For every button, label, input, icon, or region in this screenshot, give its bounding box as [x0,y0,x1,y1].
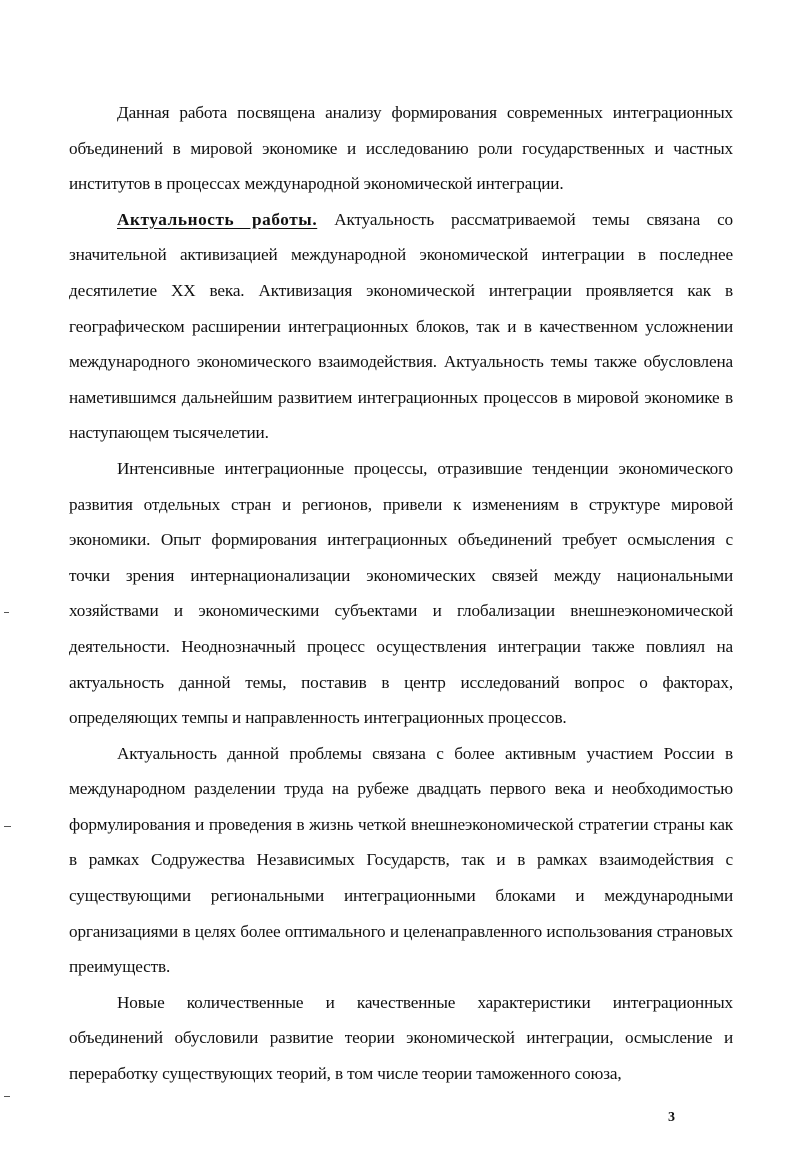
paragraph-intro: Данная работа посвящена анализу формирования современных интеграционных объединений в мировой экономике и исследованию роли государственных и частных институтов в процессах международной экономической интеграции. [69,103,733,194]
relevance-heading: Актуальность работы. [117,209,318,229]
page-number: 3 [668,1110,675,1125]
body-text [69,95,733,1092]
scan-artifact [4,1096,10,1097]
scan-artifact [4,612,9,613]
paragraph-relevance [69,202,733,451]
relevance-text: Актуальность рассматриваемой темы связана со значительной активизацией международной экономической интеграции в последнее десятилетие XX века. Активизация экономической интеграции проявляется как в географическом расширении интеграционных блоков, так и в качественном усложнении международного экономического взаимодействия. Актуальность темы также обусловлена наметившимся дальнейшим развитием интеграционных процессов в мировой экономике в наступающем тысячелетии. [69,209,733,443]
paragraph-integration-processes: Интенсивные интеграционные процессы, отразившие тенденции экономического развития отдельных стран и регионов, привели к изменениям в структуре мировой экономики. Опыт формирования интеграционных объединений требует осмысления с точки зрения интернационализации экономических связей между национальными хозяйствами и экономическими субъектами и глобализации внешнеэкономической деятельности. Неоднозначный процесс осуществления интеграции также повлиял на актуальность данной темы, поставив в центр исследований вопрос о факторах, определяющих темпы и направленность интеграционных процессов. [69,458,733,728]
scan-artifact [4,826,11,827]
paragraph-russia-role: Актуальность данной проблемы связана с более активным участием России в международном разделении труда на рубеже двадцать первого века и необходимостью формулирования и проведения в жизнь четкой внешнеэкономической стратегии страны как в рамках Содружества Независимых Государств, так и в рамках взаимодействия с существующими региональными интеграционными блоками и международными организациями в целях более оптимального и целенаправленного использования страновых преимуществ. [69,743,733,977]
paragraph-theory: Новые количественные и качественные характеристики интеграционных объединений обусловили развитие теории экономической интеграции, осмысление и переработку существующих теорий, в том числе теории таможенного союза, [69,992,733,1084]
